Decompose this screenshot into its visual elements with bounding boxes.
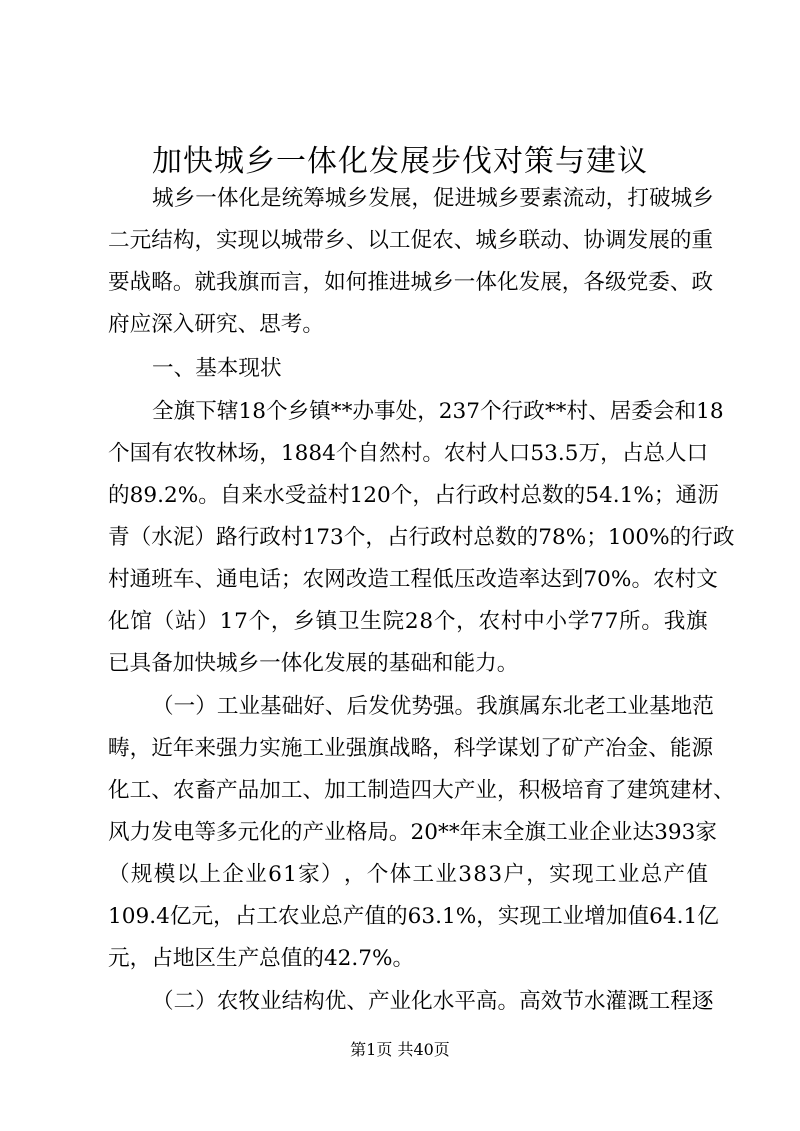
body-line: 青 （ 水 泥 ） 路 行 政 村 1 7 3 个 ， 占 行 政 村 总 数 的 7 8 % ； 1 0 0 % 的 行 政 bbox=[108, 525, 735, 550]
body-line: 元，占地区生产总值的42.7%。 bbox=[108, 946, 415, 971]
body-line: （ 一 ） 工 业 基 础 好 、 后 发 优 势 强 。 我 旗 属 东 北 老 工 业 基 地 范 bbox=[152, 694, 714, 719]
body-line: 风 力 发 电 等 多 元 化 的 产 业 格 局 。 2 0 * * 年 末 全 旗 工 业 企 业 达 3 9 3 家 bbox=[108, 820, 717, 845]
body-line: 城 乡 一 体 化 是 统 筹 城 乡 发 展 ， 促 进 城 乡 要 素 流 动 ， 打 破 城 乡 bbox=[152, 186, 714, 211]
body-line: 府应深入研究、思考。 bbox=[108, 312, 324, 337]
body-line: 化 馆 （ 站 ） 1 7 个 ， 乡 镇 卫 生 院 2 8 个 ， 农 村 中 小 学 7 7 所 。 我 旗 bbox=[108, 609, 708, 634]
body-line: 已具备加快城乡一体化发展的基础和能力。 bbox=[108, 651, 519, 676]
body-line: （ 规 模 以 上 企 业 6 1 家 ） ， 个 体 工 业 3 8 3 户 ， 实 现 工 业 总 产 值 bbox=[108, 862, 708, 887]
document-title: 加快城乡一体化发展步伐对策与建议 bbox=[152, 144, 648, 179]
body-line: 的 8 9 . 2 % 。 自 来 水 受 益 村 1 2 0 个 ， 占 行 政 村 总 数 的 5 4 . 1 % ； 通 沥 bbox=[108, 483, 719, 508]
page-footer: 第1页 共40页 bbox=[350, 1040, 450, 1059]
body-line: 个 国 有 农 牧 林 场 ， 1 8 8 4 个 自 然 村 。 农 村 人 口 5 3 . 5 万 ， 占 总 人 口 bbox=[108, 441, 709, 466]
body-line: 一、基本现状 bbox=[152, 356, 282, 381]
body-line: （二）农牧业结构优、产业化水平高。高效节水灌溉工程逐 bbox=[152, 989, 714, 1014]
body-line: 二 元 结 构 ， 实 现 以 城 带 乡 、 以 工 促 农 、 城 乡 联 动 、 协 调 发 展 的 重 bbox=[108, 228, 714, 253]
body-line: 全 旗 下 辖 1 8 个 乡 镇 * * 办 事 处 ， 2 3 7 个 行 政 * * 村 、 居 委 会 和 1 8 bbox=[152, 399, 724, 424]
body-line: 1 0 9 . 4 亿 元 ， 占 工 农 业 总 产 值 的 6 3 . 1 % ， 实 现 工 业 增 加 值 6 4 . 1 亿 bbox=[108, 904, 719, 929]
body-line: 畴 ， 近 年 来 强 力 实 施 工 业 强 旗 战 略 ， 科 学 谋 划 了 矿 产 冶 金 、 能 源 bbox=[108, 736, 714, 761]
body-line: 村 通 班 车 、 通 电 话 ； 农 网 改 造 工 程 低 压 改 造 率 达 到 7 0 % 。 农 村 文 bbox=[108, 567, 718, 592]
body-line: 要 战 略 。 就 我 旗 而 言 ， 如 何 推 进 城 乡 一 体 化 发 展 ， 各 级 党 委 、 政 bbox=[108, 270, 714, 295]
body-line: 化 工 、 农 畜 产 品 加 工 、 加 工 制 造 四 大 产 业 ， 积 极 培 育 了 建 筑 建 材 、 bbox=[108, 778, 735, 803]
